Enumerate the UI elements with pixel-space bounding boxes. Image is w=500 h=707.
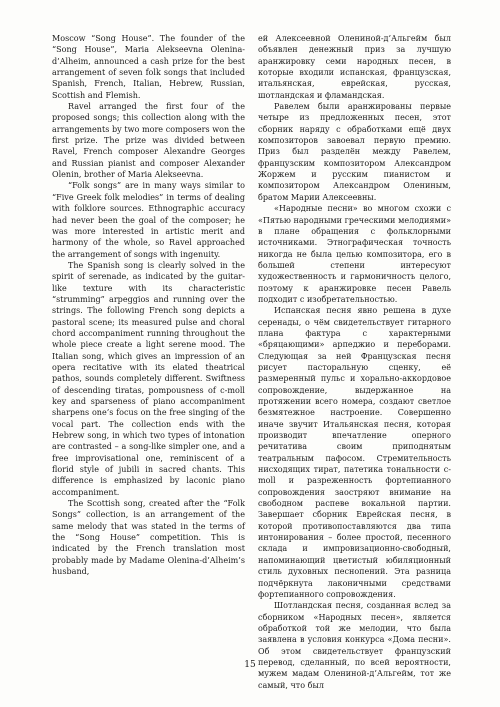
- paragraph: «Народные песни» во многом схожи с «Пятью народными греческими мелодиями» в плане обращения с фольклорными источниками. Этнографическая точность никогда не была целью композитора, его в большей степени интересуют художественность и гармоничность целого, поэтому к аранжировке песен Равель подходит с изобретательностью.: [258, 204, 451, 304]
- paragraph: Шотландская песня, созданная вслед за сборником «Народных песен», является обработкой той же мелодии, что была заявлена в условия конкурса «Дома песни». Об этом свидетельствует французский перевод, сделанный, по всей вероятности, мужем мадам Олениной-д’Альгейм, тот же самый, что был: [258, 601, 451, 690]
- paragraph: Равелем были аранжированы первые четыре из предложенных песен, этот сборник наряду с обработками ещё двух композиторов завоевал первую премию. Приз был разделён между Равелем, французским композитором Александром Жоржем и русским пианистом и композитором Александром Олениным, братом Марии Алексеевны.: [258, 102, 451, 202]
- paragraph: Испанская песня явно решена в духе серенады, о чём свидетельствует гитарного плана фактура с характерными «бряцающими» арпеджио и переборами. Следующая за ней Французская песня рисует пасторальную сценку, её размеренный пульс и хорально-аккордовое сопровождение, выдержанное на протяжении всего номера, создают светлое безмятежное настроение. Совершенно иначе звучит Итальянская песня, которая производит впечатление оперного речитатива своим приподнятым театральным пафосом. Стремительность нисходящих тират, патетика тональности c-moll и разреженность фортепианного сопровождения заостряют внимание на свободном распеве вокальной партии. Завершает сборник Еврейская песня, в которой противопоставляются два типа интонирования – более простой, песенного склада и импровизационно-свободный, напоминающий цветистый юбиляционный стиль духовных песнопений. Эта разница подчёркнута лаконичными средствами фортепианного сопровождения.: [258, 306, 451, 599]
- paragraph: The Scottish song, created after the “Folk Songs” collection, is an arrangement of the same melody that was stated in the terms of the “Song House” competition. This is indicated by the French translation most probably made by Madame Olenina-d’Alheim’s husband,: [52, 499, 245, 577]
- paragraph: Ravel arranged the first four of the proposed songs; this collection along with the arrangements by two more composers won the first prize. The prize was divided between Ravel, French composer Alexandre Georges and Russian pianist and composer Alexander Olenin, brother of Maria Alekseevna.: [52, 102, 245, 180]
- russian-text-column: [258, 33, 451, 691]
- paragraph: Moscow “Song House”. The founder of the “Song House”, Maria Alekseevna Olenina-d’Alheim, announced a cash prize for the best arrangement of seven folk songs that included Spanish, French, Italian, Hebrew, Russian, Scottish and Flemish.: [52, 34, 245, 100]
- paragraph: ей Алексеевной Олениной-д’Альгейм был объявлен денежный приз за лучшую аранжировку семи народных песен, в которые входили испанская, французская, итальянская, еврейская, русская, шотландская и фламандская.: [258, 34, 451, 100]
- english-text-column: [52, 33, 245, 578]
- paragraph: “Folk songs” are in many ways similar to “Five Greek folk melodies” in terms of dealing with folklore sources. Ethnographic accuracy had never been the goal of the composer; he was more interested in artistic merit and harmony of the whole, so Ravel approached the arrangement of songs with ingenuity.: [52, 181, 245, 259]
- page-number: 15: [244, 660, 256, 670]
- paragraph: The Spanish song is clearly solved in the spirit of serenade, as indicated by the guitar-like texture with its characteristic “strumming” arpeggios and running over the strings. The following French song depicts a pastoral scene; its measured pulse and choral chord accompaniment running throughout the whole piece create a light serene mood. The Italian song, which gives an impression of an opera recitative with its elated theatrical pathos, sounds completely different. Swiftness of descending tiratas, pompousness of c-moll key and sparseness of piano accompaniment sharpens one’s focus on the free singing of the vocal part. The collection ends with the Hebrew song, in which two types of intonation are contrasted – a song-like simpler one, and a free improvisational one, reminiscent of a florid style of jubili in sacred chants. This difference is emphasized by laconic piano accompaniment.: [52, 260, 245, 497]
